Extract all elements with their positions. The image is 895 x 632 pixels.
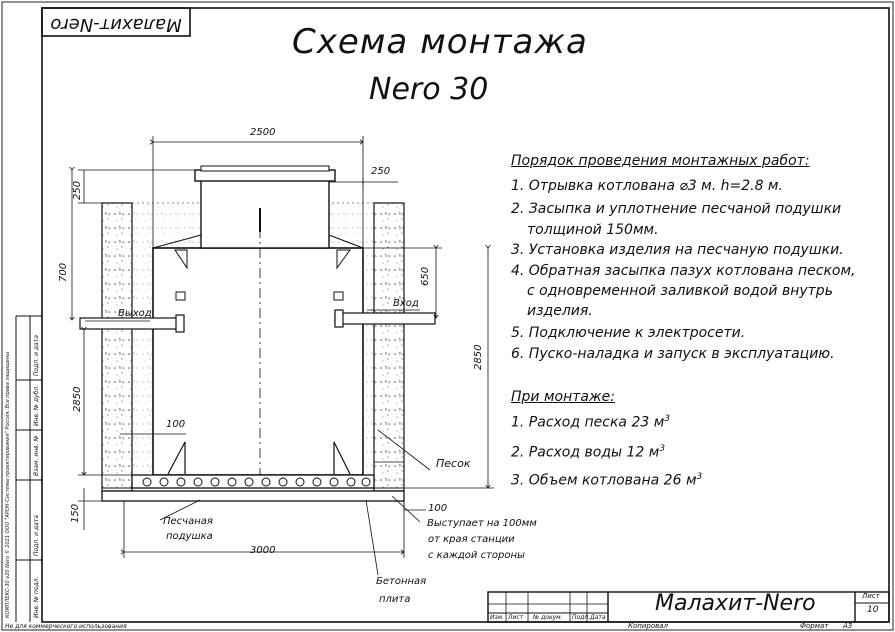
- procedure-step: 3. Установка изделия на песчаную подушки.: [511, 242, 844, 258]
- label-out: Выход: [118, 308, 152, 319]
- dim-2500: 2500: [250, 127, 276, 138]
- dim-100-right: 100: [428, 503, 448, 514]
- side-label: Инв. № подл.: [33, 576, 40, 618]
- stamp-label: Малахит-Nero: [50, 14, 182, 35]
- titleblock-col: Дата: [590, 614, 606, 621]
- procedure-step: 5. Подключение к электросети.: [511, 325, 746, 341]
- label-overhang-1: Выступает на 100мм: [427, 518, 537, 529]
- install-item: 1. Расход песка 23 $м^3$: [511, 414, 671, 431]
- footer-note: Не для коммерческого использования: [5, 623, 127, 630]
- bottom-support: [132, 475, 374, 488]
- titleblock-sheet-number: 10: [867, 605, 879, 615]
- page-title: Схема монтажа: [292, 22, 588, 62]
- procedure-step: толщиной 150мм.: [527, 222, 659, 238]
- dim-100-inner: 100: [166, 419, 186, 430]
- procedure-step: 4. Обратная засыпка пазух котлована песком,: [511, 263, 856, 279]
- procedure-step: с одновременной заливкой водой внутрь: [527, 283, 833, 299]
- procedure-step: изделия.: [527, 303, 593, 319]
- titleblock-name: Малахит-Nero: [655, 591, 816, 616]
- dim-3000: 3000: [250, 545, 276, 556]
- dim-650: 650: [420, 266, 431, 286]
- label-cushion-2: подушка: [166, 531, 213, 542]
- procedure-step: 2. Засыпка и уплотнение песчаной подушки: [511, 201, 842, 217]
- procedure-step: 6. Пуско-наладка и запуск в эксплуатацию.: [511, 346, 835, 362]
- titleblock-copied: Копировал: [628, 622, 668, 630]
- titleblock-col: Изм.: [490, 614, 505, 621]
- titleblock-col: № докум.: [533, 614, 563, 621]
- procedure-step: 1. Отрывка котлована ⌀3 м. h=2.8 м.: [511, 178, 783, 194]
- procedure-heading: Порядок проведения монтажных работ:: [511, 153, 810, 169]
- label-slab-1: Бетонная: [376, 576, 427, 587]
- label-overhang-3: с каждой стороны: [428, 550, 525, 561]
- dim-2850-right: 2850: [473, 344, 484, 370]
- page-subtitle: Nero 30: [369, 72, 489, 107]
- side-copyright: КОМПЛЕКС-30 v20 Nero © 2021 ООО "АРОН-Системы проектирования" Россия. Все права защищены: [5, 351, 11, 618]
- dim-150: 150: [70, 503, 81, 523]
- titleblock-format-value: А3: [843, 622, 853, 630]
- label-sand: Песок: [436, 457, 471, 470]
- label-cushion-1: Песчаная: [163, 516, 213, 527]
- titleblock-sheet-label: Лист: [862, 592, 880, 600]
- dim-250-left: 250: [72, 180, 83, 200]
- label-in: Вход: [393, 298, 419, 309]
- install-heading: При монтаже:: [511, 389, 615, 405]
- side-label: Инв. № дубл.: [33, 384, 40, 426]
- dim-2850-left: 2850: [72, 386, 83, 412]
- label-slab-2: плита: [379, 594, 411, 605]
- install-item: 3. Объем котлована 26 $м^3$: [511, 472, 703, 489]
- dim-700: 700: [58, 262, 69, 282]
- install-item: 2. Расход воды 12 $м^3$: [511, 444, 666, 461]
- titleblock-col: Лист: [508, 614, 524, 621]
- side-label: Подп. и дата: [33, 515, 40, 556]
- label-overhang-2: от края станции: [428, 534, 515, 545]
- side-label: Подп. и дата: [33, 335, 40, 376]
- titleblock-col: Подп.: [572, 614, 591, 621]
- side-label: Взам. инв. №: [33, 435, 40, 476]
- titleblock-format-label: Формат: [800, 622, 829, 630]
- dim-250-right: 250: [371, 166, 391, 177]
